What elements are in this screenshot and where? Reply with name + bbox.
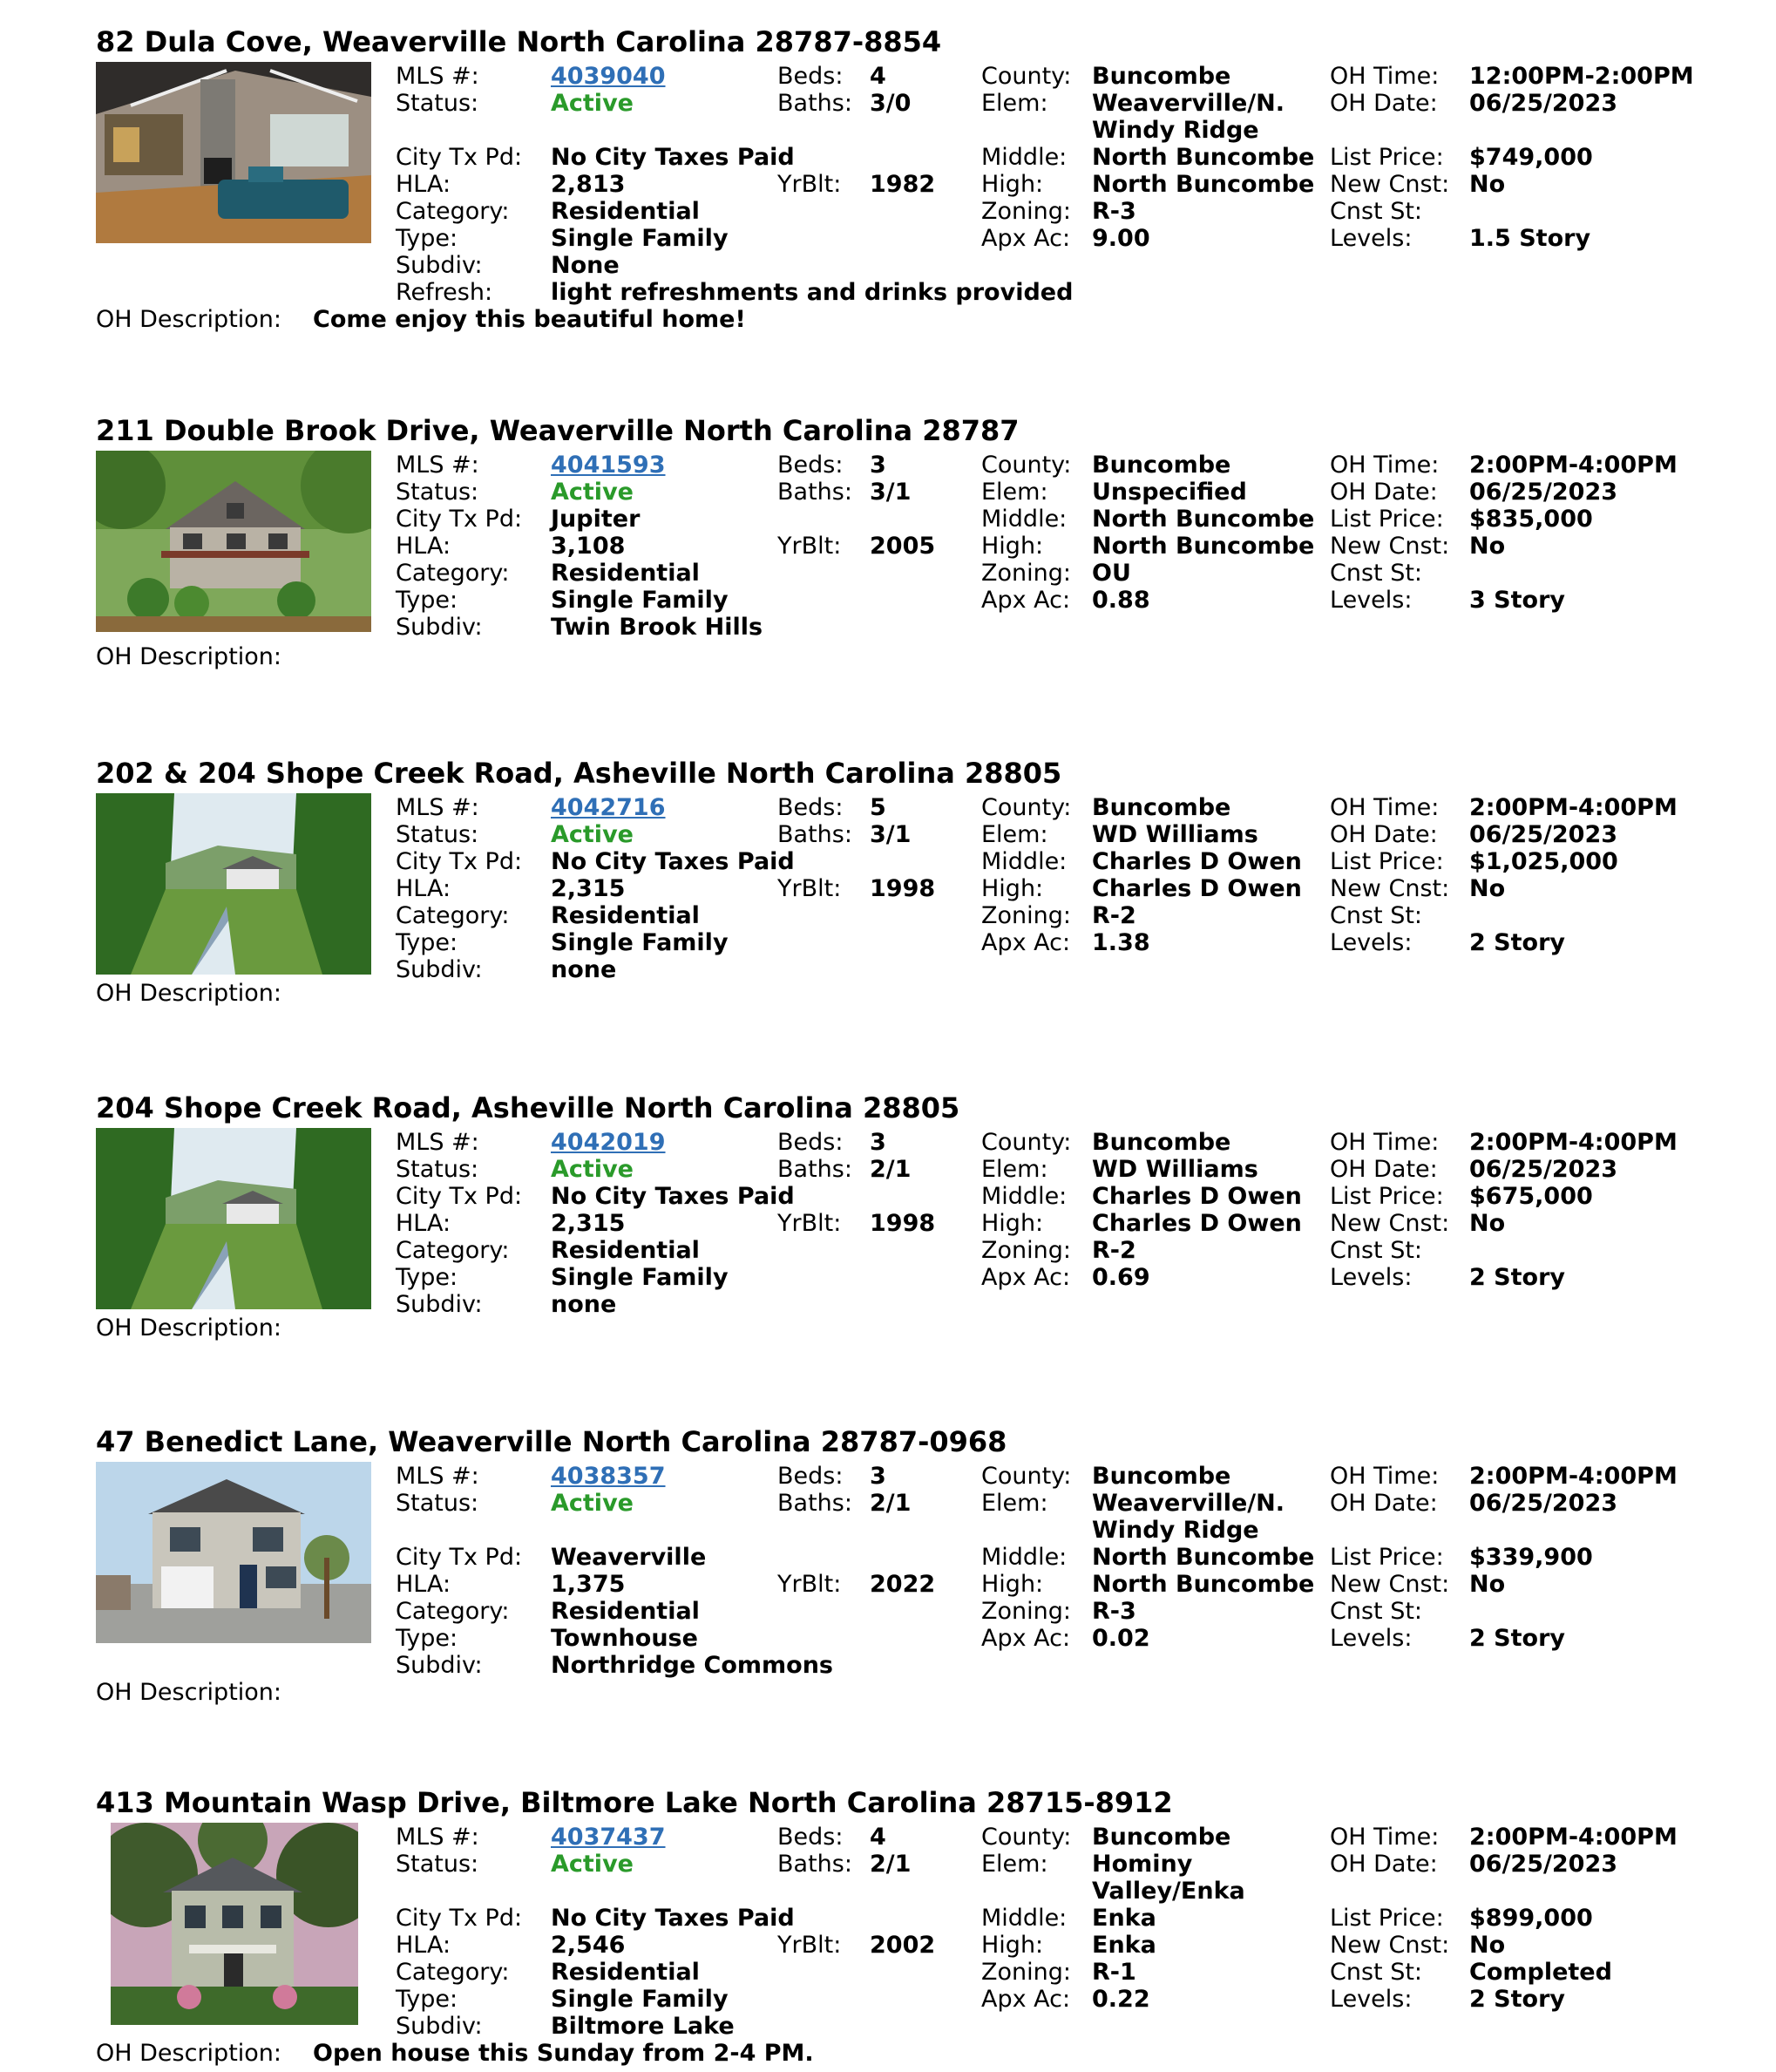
beds-label: Beds: — [777, 1129, 844, 1156]
type-value: Single Family — [551, 1986, 729, 2013]
apx-ac-label: Apx Ac: — [981, 929, 1071, 956]
new-cnst-value: No — [1469, 1210, 1506, 1237]
cnst-st-label: Cnst St: — [1330, 1598, 1423, 1625]
listing — [96, 24, 1752, 338]
county-value: Buncombe — [1092, 1463, 1231, 1490]
middle-value: Charles D Owen — [1092, 848, 1302, 875]
oh-time-value: 12:00PM-2:00PM — [1469, 63, 1694, 90]
new-cnst-label: New Cnst: — [1330, 1571, 1450, 1598]
zoning-value: R-2 — [1092, 902, 1136, 929]
list-price-label: List Price: — [1330, 1905, 1444, 1932]
mls-label: MLS #: — [396, 63, 479, 90]
high-label: High: — [981, 875, 1044, 902]
oh-time-value: 2:00PM-4:00PM — [1469, 452, 1678, 479]
listing-address: 413 Mountain Wasp Drive, Biltmore Lake North Carolina 28715-8912 — [96, 1786, 1173, 1819]
listing — [96, 756, 1752, 1017]
apx-ac-value: 0.22 — [1092, 1986, 1150, 2013]
cnst-st-label: Cnst St: — [1330, 560, 1423, 587]
mls-label: MLS #: — [396, 452, 479, 479]
new-cnst-label: New Cnst: — [1330, 171, 1450, 198]
city-tax-label: City Tx Pd: — [396, 144, 523, 171]
county-value: Buncombe — [1092, 1824, 1231, 1851]
list-price-value: $675,000 — [1469, 1183, 1593, 1210]
type-label: Type: — [396, 1986, 458, 2013]
listing-photo[interactable] — [96, 793, 371, 975]
oh-date-value: 06/25/2023 — [1469, 1156, 1618, 1183]
list-price-value: $749,000 — [1469, 144, 1593, 171]
type-label: Type: — [396, 1625, 458, 1652]
baths-value: 3/0 — [870, 90, 912, 117]
high-label: High: — [981, 533, 1044, 560]
yrblt-label: YrBlt: — [777, 1571, 842, 1598]
high-value: Charles D Owen — [1092, 875, 1302, 902]
listing — [96, 413, 1752, 675]
yrblt-value: 1982 — [870, 171, 936, 198]
listing-photo[interactable] — [96, 451, 371, 632]
levels-label: Levels: — [1330, 1625, 1413, 1652]
new-cnst-label: New Cnst: — [1330, 1210, 1450, 1237]
new-cnst-value: No — [1469, 533, 1506, 560]
elem-value-line2: Windy Ridge — [1092, 1517, 1259, 1544]
subdiv-label: Subdiv: — [396, 2013, 483, 2040]
type-value: Single Family — [551, 587, 729, 614]
beds-value: 5 — [870, 794, 886, 821]
hla-label: HLA: — [396, 875, 451, 902]
yrblt-value: 2005 — [870, 533, 936, 560]
zoning-value: R-1 — [1092, 1959, 1136, 1986]
listing-photo[interactable] — [96, 62, 371, 243]
mls-label: MLS #: — [396, 1463, 479, 1490]
apx-ac-value: 0.88 — [1092, 587, 1150, 614]
oh-description-value: Come enjoy this beautiful home! — [313, 306, 746, 333]
city-tax-label: City Tx Pd: — [396, 1905, 523, 1932]
type-value: Single Family — [551, 929, 729, 956]
status-label: Status: — [396, 1156, 479, 1183]
oh-description-label: OH Description: — [96, 1315, 282, 1342]
category-label: Category: — [396, 198, 510, 225]
apx-ac-label: Apx Ac: — [981, 1625, 1071, 1652]
hla-value: 2,813 — [551, 171, 626, 198]
zoning-label: Zoning: — [981, 1959, 1071, 1986]
zoning-value: R-2 — [1092, 1237, 1136, 1264]
elem-value: WD Williams — [1092, 821, 1258, 848]
type-value: Townhouse — [551, 1625, 698, 1652]
oh-date-value: 06/25/2023 — [1469, 1490, 1618, 1517]
subdiv-value: Northridge Commons — [551, 1652, 833, 1679]
beds-value: 3 — [870, 452, 886, 479]
baths-value: 3/1 — [870, 821, 912, 848]
category-label: Category: — [396, 560, 510, 587]
mls-number-link[interactable]: 4038357 — [551, 1463, 666, 1490]
baths-value: 2/1 — [870, 1851, 912, 1878]
middle-value: North Buncombe — [1092, 144, 1315, 171]
levels-value: 1.5 Story — [1469, 225, 1591, 252]
high-value: Charles D Owen — [1092, 1210, 1302, 1237]
list-price-label: List Price: — [1330, 848, 1444, 875]
yrblt-value: 1998 — [870, 875, 936, 902]
oh-time-value: 2:00PM-4:00PM — [1469, 1129, 1678, 1156]
subdiv-label: Subdiv: — [396, 614, 483, 641]
elem-value-line2: Valley/Enka — [1092, 1878, 1245, 1905]
zoning-label: Zoning: — [981, 560, 1071, 587]
status-value: Active — [551, 90, 634, 117]
oh-time-label: OH Time: — [1330, 794, 1440, 821]
apx-ac-label: Apx Ac: — [981, 225, 1071, 252]
category-label: Category: — [396, 902, 510, 929]
county-label: County: — [981, 1824, 1072, 1851]
mls-number-link[interactable]: 4039040 — [551, 63, 666, 90]
status-label: Status: — [396, 479, 479, 506]
elem-value: Weaverville/N. — [1092, 90, 1285, 117]
mls-label: MLS #: — [396, 1129, 479, 1156]
category-label: Category: — [396, 1959, 510, 1986]
baths-label: Baths: — [777, 479, 852, 506]
type-label: Type: — [396, 587, 458, 614]
oh-time-label: OH Time: — [1330, 1463, 1440, 1490]
oh-date-label: OH Date: — [1330, 1490, 1438, 1517]
subdiv-label: Subdiv: — [396, 956, 483, 983]
elem-value: Weaverville/N. — [1092, 1490, 1285, 1517]
levels-label: Levels: — [1330, 1986, 1413, 2013]
baths-label: Baths: — [777, 1490, 852, 1517]
middle-label: Middle: — [981, 144, 1068, 171]
elem-value: Unspecified — [1092, 479, 1247, 506]
beds-label: Beds: — [777, 1463, 844, 1490]
new-cnst-value: No — [1469, 1932, 1506, 1959]
listing-photo[interactable] — [96, 1462, 371, 1643]
hla-label: HLA: — [396, 533, 451, 560]
hla-label: HLA: — [396, 1571, 451, 1598]
apx-ac-value: 9.00 — [1092, 225, 1150, 252]
elem-label: Elem: — [981, 821, 1048, 848]
category-value: Residential — [551, 198, 700, 225]
apx-ac-label: Apx Ac: — [981, 1264, 1071, 1291]
beds-label: Beds: — [777, 794, 844, 821]
zoning-label: Zoning: — [981, 1237, 1071, 1264]
category-value: Residential — [551, 560, 700, 587]
status-label: Status: — [396, 1851, 479, 1878]
oh-description-label: OH Description: — [96, 306, 282, 333]
levels-value: 3 Story — [1469, 587, 1566, 614]
type-value: Single Family — [551, 225, 729, 252]
mls-number-link[interactable]: 4042716 — [551, 794, 666, 821]
baths-value: 3/1 — [870, 479, 912, 506]
county-label: County: — [981, 1129, 1072, 1156]
subdiv-value: Twin Brook Hills — [551, 614, 763, 641]
yrblt-label: YrBlt: — [777, 533, 842, 560]
middle-label: Middle: — [981, 506, 1068, 533]
list-price-label: List Price: — [1330, 506, 1444, 533]
county-label: County: — [981, 452, 1072, 479]
beds-label: Beds: — [777, 63, 844, 90]
oh-date-value: 06/25/2023 — [1469, 1851, 1618, 1878]
zoning-value: OU — [1092, 560, 1131, 587]
oh-date-label: OH Date: — [1330, 479, 1438, 506]
baths-label: Baths: — [777, 1851, 852, 1878]
status-value: Active — [551, 1490, 634, 1517]
yrblt-label: YrBlt: — [777, 1210, 842, 1237]
elem-label: Elem: — [981, 479, 1048, 506]
listing-address: 47 Benedict Lane, Weaverville North Carolina 28787-0968 — [96, 1425, 1007, 1458]
baths-label: Baths: — [777, 90, 852, 117]
beds-value: 3 — [870, 1129, 886, 1156]
levels-label: Levels: — [1330, 225, 1413, 252]
baths-value: 2/1 — [870, 1156, 912, 1183]
oh-date-label: OH Date: — [1330, 821, 1438, 848]
high-label: High: — [981, 171, 1044, 198]
beds-value: 4 — [870, 63, 886, 90]
oh-time-label: OH Time: — [1330, 63, 1440, 90]
oh-time-value: 2:00PM-4:00PM — [1469, 1463, 1678, 1490]
cnst-st-label: Cnst St: — [1330, 198, 1423, 225]
list-price-value: $339,900 — [1469, 1544, 1593, 1571]
list-price-label: List Price: — [1330, 1183, 1444, 1210]
subdiv-value: Biltmore Lake — [551, 2013, 735, 2040]
high-label: High: — [981, 1932, 1044, 1959]
mls-label: MLS #: — [396, 1824, 479, 1851]
levels-label: Levels: — [1330, 1264, 1413, 1291]
middle-label: Middle: — [981, 1905, 1068, 1932]
oh-time-value: 2:00PM-4:00PM — [1469, 794, 1678, 821]
new-cnst-label: New Cnst: — [1330, 1932, 1450, 1959]
oh-time-label: OH Time: — [1330, 1824, 1440, 1851]
apx-ac-value: 1.38 — [1092, 929, 1150, 956]
hla-value: 1,375 — [551, 1571, 626, 1598]
zoning-label: Zoning: — [981, 1598, 1071, 1625]
cnst-st-label: Cnst St: — [1330, 1959, 1423, 1986]
oh-date-label: OH Date: — [1330, 90, 1438, 117]
yrblt-value: 2002 — [870, 1932, 936, 1959]
levels-label: Levels: — [1330, 587, 1413, 614]
zoning-value: R-3 — [1092, 1598, 1136, 1625]
mls-number-link[interactable]: 4037437 — [551, 1824, 666, 1851]
oh-time-label: OH Time: — [1330, 452, 1440, 479]
city-tax-value: No City Taxes Paid — [551, 1905, 795, 1932]
apx-ac-label: Apx Ac: — [981, 1986, 1071, 2013]
city-tax-value: Jupiter — [551, 506, 641, 533]
high-value: Enka — [1092, 1932, 1156, 1959]
zoning-label: Zoning: — [981, 902, 1071, 929]
oh-date-value: 06/25/2023 — [1469, 821, 1618, 848]
oh-description-value: Open house this Sunday from 2-4 PM. — [313, 2040, 814, 2067]
mls-number-link[interactable]: 4041593 — [551, 452, 666, 479]
middle-label: Middle: — [981, 1544, 1068, 1571]
status-label: Status: — [396, 1490, 479, 1517]
elem-value: WD Williams — [1092, 1156, 1258, 1183]
high-value: North Buncombe — [1092, 1571, 1315, 1598]
listing-photo[interactable] — [111, 1823, 358, 2025]
city-tax-label: City Tx Pd: — [396, 1544, 523, 1571]
hla-value: 2,546 — [551, 1932, 626, 1959]
type-label: Type: — [396, 929, 458, 956]
beds-label: Beds: — [777, 1824, 844, 1851]
zoning-label: Zoning: — [981, 198, 1071, 225]
city-tax-label: City Tx Pd: — [396, 1183, 523, 1210]
subdiv-label: Subdiv: — [396, 1652, 483, 1679]
new-cnst-value: No — [1469, 171, 1506, 198]
middle-label: Middle: — [981, 848, 1068, 875]
yrblt-label: YrBlt: — [777, 171, 842, 198]
new-cnst-label: New Cnst: — [1330, 875, 1450, 902]
oh-description-label: OH Description: — [96, 980, 282, 1007]
levels-value: 2 Story — [1469, 1264, 1566, 1291]
elem-value: Hominy — [1092, 1851, 1193, 1878]
middle-value: North Buncombe — [1092, 506, 1315, 533]
levels-value: 2 Story — [1469, 929, 1566, 956]
listing — [96, 1785, 1752, 2072]
middle-label: Middle: — [981, 1183, 1068, 1210]
elem-label: Elem: — [981, 90, 1048, 117]
list-price-value: $899,000 — [1469, 1905, 1593, 1932]
status-value: Active — [551, 479, 634, 506]
listing-address: 82 Dula Cove, Weaverville North Carolina 28787-8854 — [96, 25, 942, 58]
oh-time-label: OH Time: — [1330, 1129, 1440, 1156]
city-tax-value: No City Taxes Paid — [551, 1183, 795, 1210]
county-value: Buncombe — [1092, 1129, 1231, 1156]
subdiv-value: none — [551, 956, 617, 983]
category-label: Category: — [396, 1237, 510, 1264]
apx-ac-value: 0.69 — [1092, 1264, 1150, 1291]
hla-label: HLA: — [396, 171, 451, 198]
listing — [96, 1090, 1752, 1352]
county-label: County: — [981, 1463, 1072, 1490]
type-label: Type: — [396, 225, 458, 252]
listing-address: 202 & 204 Shope Creek Road, Asheville North Carolina 28805 — [96, 757, 1062, 790]
yrblt-label: YrBlt: — [777, 1932, 842, 1959]
middle-value: North Buncombe — [1092, 1544, 1315, 1571]
city-tax-label: City Tx Pd: — [396, 506, 523, 533]
hla-value: 2,315 — [551, 875, 626, 902]
beds-label: Beds: — [777, 452, 844, 479]
subdiv-value: none — [551, 1291, 617, 1318]
county-label: County: — [981, 794, 1072, 821]
type-label: Type: — [396, 1264, 458, 1291]
oh-date-value: 06/25/2023 — [1469, 90, 1618, 117]
oh-time-value: 2:00PM-4:00PM — [1469, 1824, 1678, 1851]
new-cnst-label: New Cnst: — [1330, 533, 1450, 560]
subdiv-label: Subdiv: — [396, 1291, 483, 1318]
high-label: High: — [981, 1210, 1044, 1237]
county-label: County: — [981, 63, 1072, 90]
city-tax-value: No City Taxes Paid — [551, 144, 795, 171]
list-price-label: List Price: — [1330, 1544, 1444, 1571]
listing — [96, 1424, 1752, 1712]
elem-label: Elem: — [981, 1851, 1048, 1878]
apx-ac-label: Apx Ac: — [981, 587, 1071, 614]
category-value: Residential — [551, 902, 700, 929]
listing-address: 211 Double Brook Drive, Weaverville North Carolina 28787 — [96, 414, 1020, 447]
status-label: Status: — [396, 821, 479, 848]
baths-label: Baths: — [777, 1156, 852, 1183]
city-tax-value: Weaverville — [551, 1544, 707, 1571]
category-value: Residential — [551, 1598, 700, 1625]
yrblt-value: 1998 — [870, 1210, 936, 1237]
high-value: North Buncombe — [1092, 171, 1315, 198]
status-value: Active — [551, 821, 634, 848]
county-value: Buncombe — [1092, 452, 1231, 479]
hla-value: 2,315 — [551, 1210, 626, 1237]
subdiv-value: None — [551, 252, 620, 279]
new-cnst-value: No — [1469, 1571, 1506, 1598]
beds-value: 3 — [870, 1463, 886, 1490]
county-value: Buncombe — [1092, 63, 1231, 90]
zoning-value: R-3 — [1092, 198, 1136, 225]
city-tax-value: No City Taxes Paid — [551, 848, 795, 875]
elem-label: Elem: — [981, 1490, 1048, 1517]
status-value: Active — [551, 1156, 634, 1183]
high-value: North Buncombe — [1092, 533, 1315, 560]
cnst-st-label: Cnst St: — [1330, 902, 1423, 929]
list-price-label: List Price: — [1330, 144, 1444, 171]
category-label: Category: — [396, 1598, 510, 1625]
category-value: Residential — [551, 1959, 700, 1986]
oh-date-label: OH Date: — [1330, 1156, 1438, 1183]
list-price-value: $835,000 — [1469, 506, 1593, 533]
apx-ac-value: 0.02 — [1092, 1625, 1150, 1652]
baths-label: Baths: — [777, 821, 852, 848]
mls-number-link[interactable]: 4042019 — [551, 1129, 666, 1156]
city-tax-label: City Tx Pd: — [396, 848, 523, 875]
hla-value: 3,108 — [551, 533, 626, 560]
baths-value: 2/1 — [870, 1490, 912, 1517]
hla-label: HLA: — [396, 1210, 451, 1237]
oh-description-label: OH Description: — [96, 1679, 282, 1706]
category-value: Residential — [551, 1237, 700, 1264]
high-label: High: — [981, 1571, 1044, 1598]
list-price-value: $1,025,000 — [1469, 848, 1618, 875]
oh-description-label: OH Description: — [96, 643, 282, 670]
listing-photo[interactable] — [96, 1128, 371, 1309]
refresh-value: light refreshments and drinks provided — [551, 279, 1074, 306]
oh-description-label: OH Description: — [96, 2040, 282, 2067]
refresh-label: Refresh: — [396, 279, 493, 306]
yrblt-label: YrBlt: — [777, 875, 842, 902]
status-value: Active — [551, 1851, 634, 1878]
hla-label: HLA: — [396, 1932, 451, 1959]
listing-address: 204 Shope Creek Road, Asheville North Carolina 28805 — [96, 1091, 960, 1124]
levels-value: 2 Story — [1469, 1986, 1566, 2013]
elem-label: Elem: — [981, 1156, 1048, 1183]
oh-date-value: 06/25/2023 — [1469, 479, 1618, 506]
middle-value: Charles D Owen — [1092, 1183, 1302, 1210]
levels-value: 2 Story — [1469, 1625, 1566, 1652]
cnst-st-value: Completed — [1469, 1959, 1612, 1986]
beds-value: 4 — [870, 1824, 886, 1851]
levels-label: Levels: — [1330, 929, 1413, 956]
middle-value: Enka — [1092, 1905, 1156, 1932]
subdiv-label: Subdiv: — [396, 252, 483, 279]
type-value: Single Family — [551, 1264, 729, 1291]
status-label: Status: — [396, 90, 479, 117]
county-value: Buncombe — [1092, 794, 1231, 821]
yrblt-value: 2022 — [870, 1571, 936, 1598]
mls-label: MLS #: — [396, 794, 479, 821]
oh-date-label: OH Date: — [1330, 1851, 1438, 1878]
new-cnst-value: No — [1469, 875, 1506, 902]
cnst-st-label: Cnst St: — [1330, 1237, 1423, 1264]
elem-value-line2: Windy Ridge — [1092, 117, 1259, 144]
